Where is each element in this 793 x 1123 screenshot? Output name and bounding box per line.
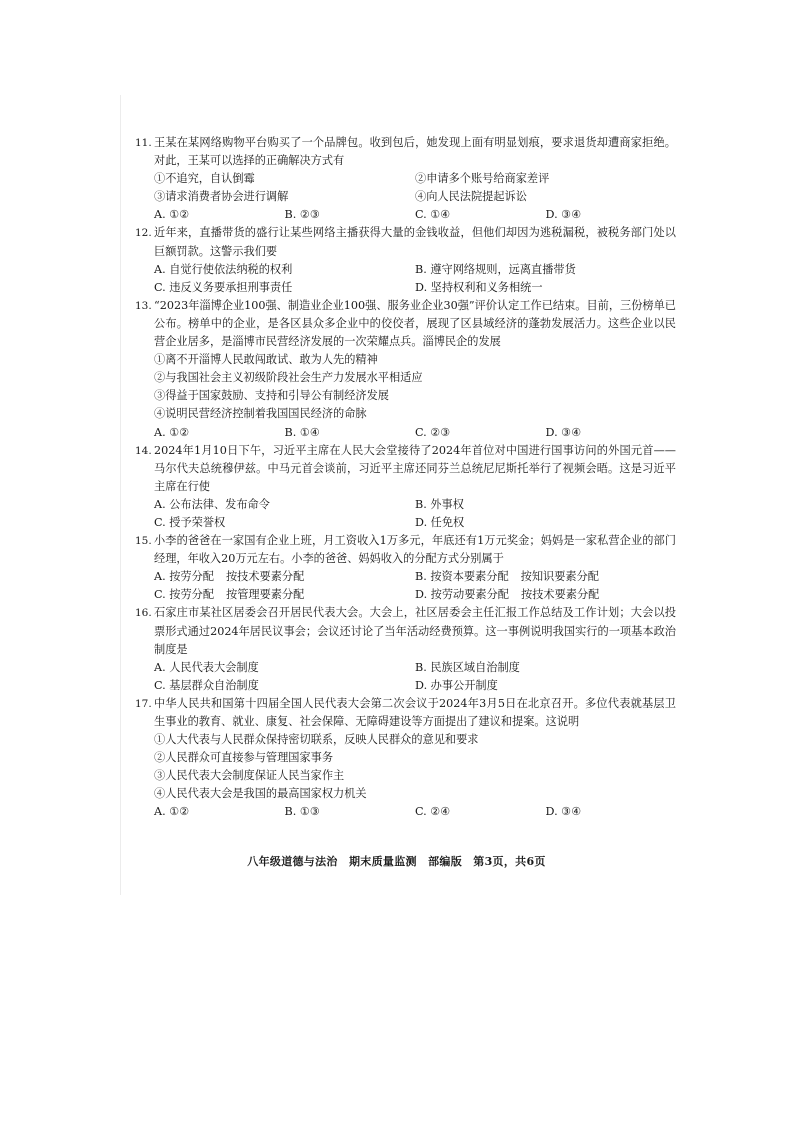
question-12 — [136, 224, 676, 296]
statement-row — [154, 170, 676, 188]
question-13 — [136, 297, 676, 442]
question-number: 13. — [135, 299, 152, 312]
choice-d-first: D. 按劳动要素分配 — [415, 588, 509, 602]
statement-row — [154, 188, 676, 206]
question-number: 17. — [135, 697, 152, 710]
choice-a: A. 自觉行使依法纳税的权利 — [154, 262, 293, 276]
choice-c-second: 按管理要素分配 — [226, 588, 305, 602]
question-14 — [136, 442, 676, 532]
statement-4: ④向人民法院提起诉讼 — [415, 190, 527, 204]
choice-row — [154, 514, 676, 532]
statement-1: ①人大代表与人民群众保持密切联系，反映人民群众的意见和要求 — [154, 733, 479, 747]
choice-row — [154, 496, 676, 514]
statement-3: ③请求消费者协会进行调解 — [154, 190, 289, 204]
question-stem: 小李的爸爸在一家国有企业上班，月工资收入1万多元，年底还有1万元奖金；妈妈是一家私营企业的部门经理，年收入20万元左右。小李的爸爸、妈妈收入的分配方式分别属于 — [154, 534, 676, 566]
choice-c-first: C. 按劳分配 — [154, 588, 215, 602]
choice-a — [154, 568, 415, 586]
question-11 — [136, 134, 676, 224]
statement-1: ①不追究，自认倒霉 — [154, 172, 255, 186]
choice-c: C. ①④ — [415, 208, 451, 222]
choice-a: A. 人民代表大会制度 — [154, 660, 259, 674]
question-stem: 石家庄市某社区居委会召开居民代表大会。大会上，社区居委会主任汇报工作总结及工作计划；大会以投票形式通过2024年居民议事会；会议还讨论了当年活动经费预算。这一事例说明我国实行的一项基本政治制度是 — [154, 606, 676, 656]
choice-a-second: 按技术要素分配 — [225, 570, 305, 584]
choice-row — [154, 261, 676, 279]
choice-a: A. ①② — [154, 208, 190, 222]
question-stem: 王某在某网络购物平台购买了一个品牌包。收到包后，她发现上面有明显划痕，要求退货却遭商家拒绝。对此，王某可以选择的正确解决方式有 — [154, 136, 676, 168]
question-number: 16. — [135, 607, 152, 620]
choice-a: A. ①② — [154, 425, 190, 439]
choice-c: C. ②④ — [415, 805, 451, 819]
statement-2: ②与我国社会主义初级阶段社会生产力发展水平相适应 — [154, 371, 423, 385]
choice-b: B. ①④ — [284, 425, 320, 439]
choice-d: D. ③④ — [545, 425, 582, 439]
choice-b: B. 民族区域自治制度 — [415, 660, 520, 674]
question-number: 14. — [135, 444, 152, 457]
question-stem: 2024年1月10日下午，习近平主席在人民大会堂接待了2024年首位对中国进行国事访问的外国元首——马尔代夫总统穆伊兹。中马元首会谈前，习近平主席还同芬兰总统尼尼斯托举行了视频会晤。这是习近平主席在行使 — [154, 443, 676, 493]
choice-row — [154, 206, 676, 224]
exam-content — [136, 134, 676, 822]
choice-row — [154, 424, 676, 442]
choice-row — [154, 659, 676, 677]
question-number: 15. — [135, 535, 152, 548]
choice-b: B. ②③ — [284, 208, 320, 222]
choice-d: D. 坚持权利和义务相统一 — [415, 280, 543, 294]
question-15 — [136, 532, 676, 604]
statement-4: ④说明民营经济控制着我国国民经济的命脉 — [154, 407, 367, 421]
choice-row — [154, 279, 676, 297]
page-edge — [120, 95, 121, 895]
question-stem: 近年来，直播带货的盛行让某些网络主播获得大量的金钱收益，但他们却因为逃税漏税，被税务部门处以巨额罚款。这警示我们要 — [154, 226, 676, 258]
choice-a: A. 公布法律、发布命令 — [154, 497, 270, 511]
question-number: 12. — [135, 227, 152, 240]
choice-b: B. 外事权 — [415, 497, 464, 511]
statement-3: ③得益于国家鼓励、支持和引导公有制经济发展 — [154, 389, 389, 403]
choice-c: C. 授予荣誉权 — [154, 515, 226, 529]
question-number: 11. — [135, 137, 152, 149]
choice-b: B. ①③ — [284, 805, 320, 819]
choice-a: A. ①② — [154, 805, 190, 819]
question-stem: “2023年淄博企业100强、制造业企业100强、服务业企业30强”评价认定工作已结束。目前，三份榜单已公布。榜单中的企业，是各区县众多企业中的佼佼者，展现了区县域经济的蓬勃发展活力。这些企业以民营企业居多，是淄博市民营经济发展的一次荣耀点兵。淄博民企的发展 — [154, 298, 676, 349]
choice-d: D. ③④ — [545, 805, 582, 819]
choice-a-first: A. 按劳分配 — [154, 570, 214, 584]
choice-b-second: 按知识要素分配 — [520, 570, 599, 584]
question-17 — [136, 695, 676, 822]
choice-row — [154, 677, 676, 695]
choice-row — [154, 568, 676, 586]
statement-1: ①离不开淄博人民敢闯敢试、敢为人先的精神 — [154, 353, 378, 367]
choice-d-second: 按技术要素分配 — [521, 588, 600, 602]
choice-c: C. 基层群众自治制度 — [154, 678, 259, 692]
choice-row — [154, 586, 676, 604]
choice-d: D. 任免权 — [415, 515, 465, 529]
choice-c: C. 违反义务要承担刑事责任 — [154, 280, 293, 294]
choice-c: C. ②③ — [415, 425, 451, 439]
choice-d: D. 办事公开制度 — [415, 678, 498, 692]
statement-3: ③人民代表大会制度保证人民当家作主 — [154, 769, 345, 783]
statement-2: ②申请多个账号给商家差评 — [415, 172, 550, 186]
statement-2: ②人民群众可直接参与管理国家事务 — [154, 751, 334, 765]
choice-row — [154, 803, 676, 821]
question-16 — [136, 604, 676, 694]
choice-b — [415, 568, 676, 586]
choice-d: D. ③④ — [545, 208, 582, 222]
statement-4: ④人民代表大会是我国的最高国家权力机关 — [154, 787, 367, 801]
choice-b-first: B. 按资本要素分配 — [415, 570, 509, 584]
choice-c — [154, 586, 415, 604]
choice-d — [415, 586, 676, 604]
choice-b: B. 遵守网络规则，远离直播带货 — [415, 262, 576, 276]
question-stem: 中华人民共和国第十四届全国人民代表大会第二次会议于2024年3月5日在北京召开。多位代表就基层卫生事业的教育、就业、康复、社会保障、无障碍建设等方面提出了建议和提案。这说明 — [154, 696, 676, 728]
page-footer: 八年级道德与法治 期末质量监测 部编版 第3页，共6页 — [247, 855, 546, 868]
